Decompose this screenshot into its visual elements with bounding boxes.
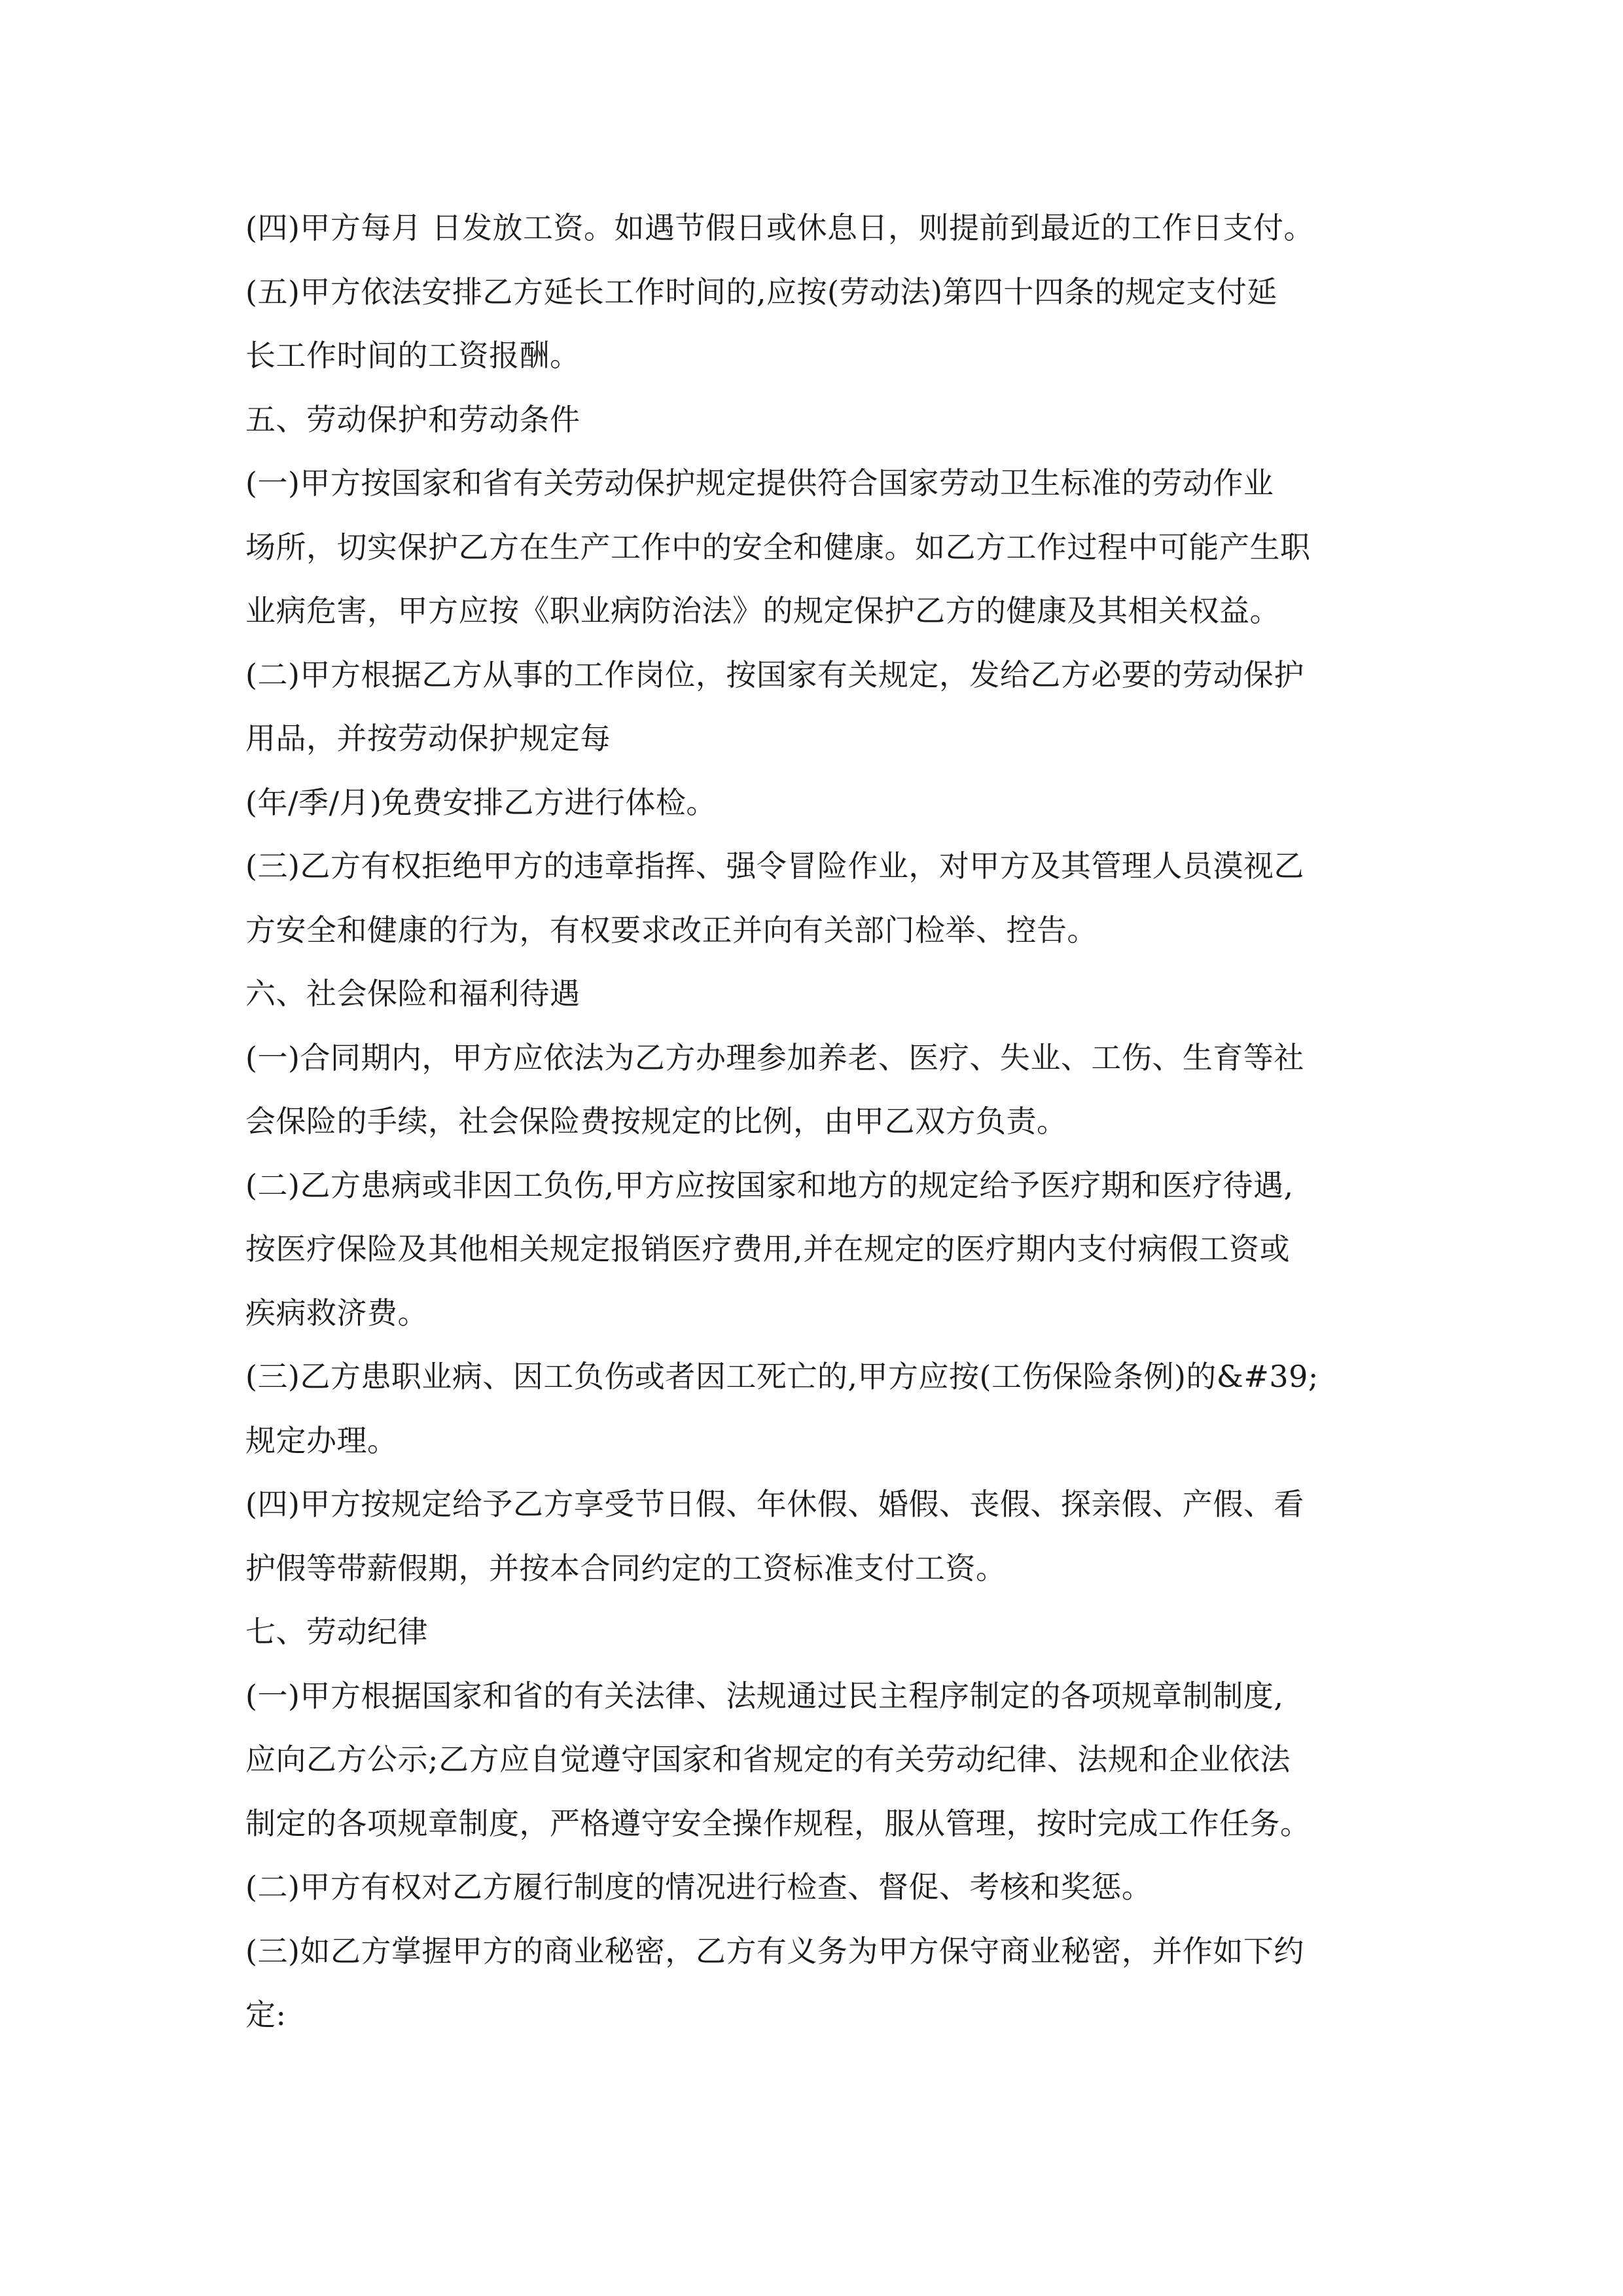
text-line: 规定办理。 [245,1422,398,1458]
text-line: 业病危害，甲方应按《职业病防治法》的规定保护乙方的健康及其相关权益。 [245,593,1280,628]
text-line: 护假等带薪假期，并按本合同约定的工资标准支付工资。 [245,1550,1007,1586]
text-line: (三)如乙方掌握甲方的商业秘密，乙方有义务为甲方保守商业秘密，并作如下约 [245,1933,1304,1969]
text-line: 方安全和健康的行为，有权要求改正并向有关部门检举、控告。 [245,912,1097,948]
text-line: 会保险的手续，社会保险费按规定的比例，由甲乙双方负责。 [245,1103,1067,1139]
text-line: (五)甲方依法安排乙方延长工作时间的,应按(劳动法)第四十四条的规定支付延 [245,274,1277,310]
text-line: (二)乙方患病或非因工负伤,甲方应按国家和地方的规定给予医疗期和医疗待遇, [245,1167,1294,1203]
text-line: 疾病救济费。 [245,1295,428,1331]
text-line: (二)甲方根据乙方从事的工作岗位，按国家有关规定，发给乙方必要的劳动保护 [245,656,1304,692]
text-line: 用品，并按劳动保护规定每 [245,721,611,756]
text-line: 场所，切实保护乙方在生产工作中的安全和健康。如乙方工作过程中可能产生职 [245,529,1311,565]
text-line: (三)乙方有权拒绝甲方的违章指挥、强令冒险作业，对甲方及其管理人员漠视乙 [245,848,1304,884]
text-line: (四)甲方每月 日发放工资。如遇节假日或休息日，则提前到最近的工作日支付。 [245,210,1315,245]
text-line: (三)乙方患职业病、因工负伤或者因工死亡的,甲方应按(工伤保险条例)的&#39; [245,1359,1319,1394]
text-line: (四)甲方按规定给予乙方享受节日假、年休假、婚假、丧假、探亲假、产假、看 [245,1486,1304,1522]
text-line: 长工作时间的工资报酬。 [245,338,580,373]
section-heading: 七、劳动纪律 [245,1614,428,1649]
text-line: (二)甲方有权对乙方履行制度的情况进行检查、督促、考核和奖惩。 [245,1869,1152,1905]
text-line: (一)甲方根据国家和省的有关法律、法规通过民主程序制定的各项规章制制度, [245,1677,1284,1713]
text-line: 定: [245,1997,287,2032]
section-heading: 六、社会保险和福利待遇 [245,976,580,1011]
text-line: 制定的各项规章制度，严格遵守安全操作规程，服从管理，按时完成工作任务。 [245,1805,1311,1841]
text-line: (一)合同期内，甲方应依法为乙方办理参加养老、医疗、失业、工伤、生育等社 [245,1039,1304,1075]
document-body [245,196,1384,2047]
text-line: 按医疗保险及其他相关规定报销医疗费用,并在规定的医疗期内支付病假工资或 [245,1231,1291,1266]
section-heading: 五、劳动保护和劳动条件 [245,401,580,437]
text-line: (年/季/月)免费安排乙方进行体检。 [245,784,717,820]
text-line: 应向乙方公示;乙方应自觉遵守国家和省规定的有关劳动纪律、法规和企业依法 [245,1742,1291,1777]
text-line: (一)甲方按国家和省有关劳动保护规定提供符合国家劳动卫生标准的劳动作业 [245,465,1274,501]
